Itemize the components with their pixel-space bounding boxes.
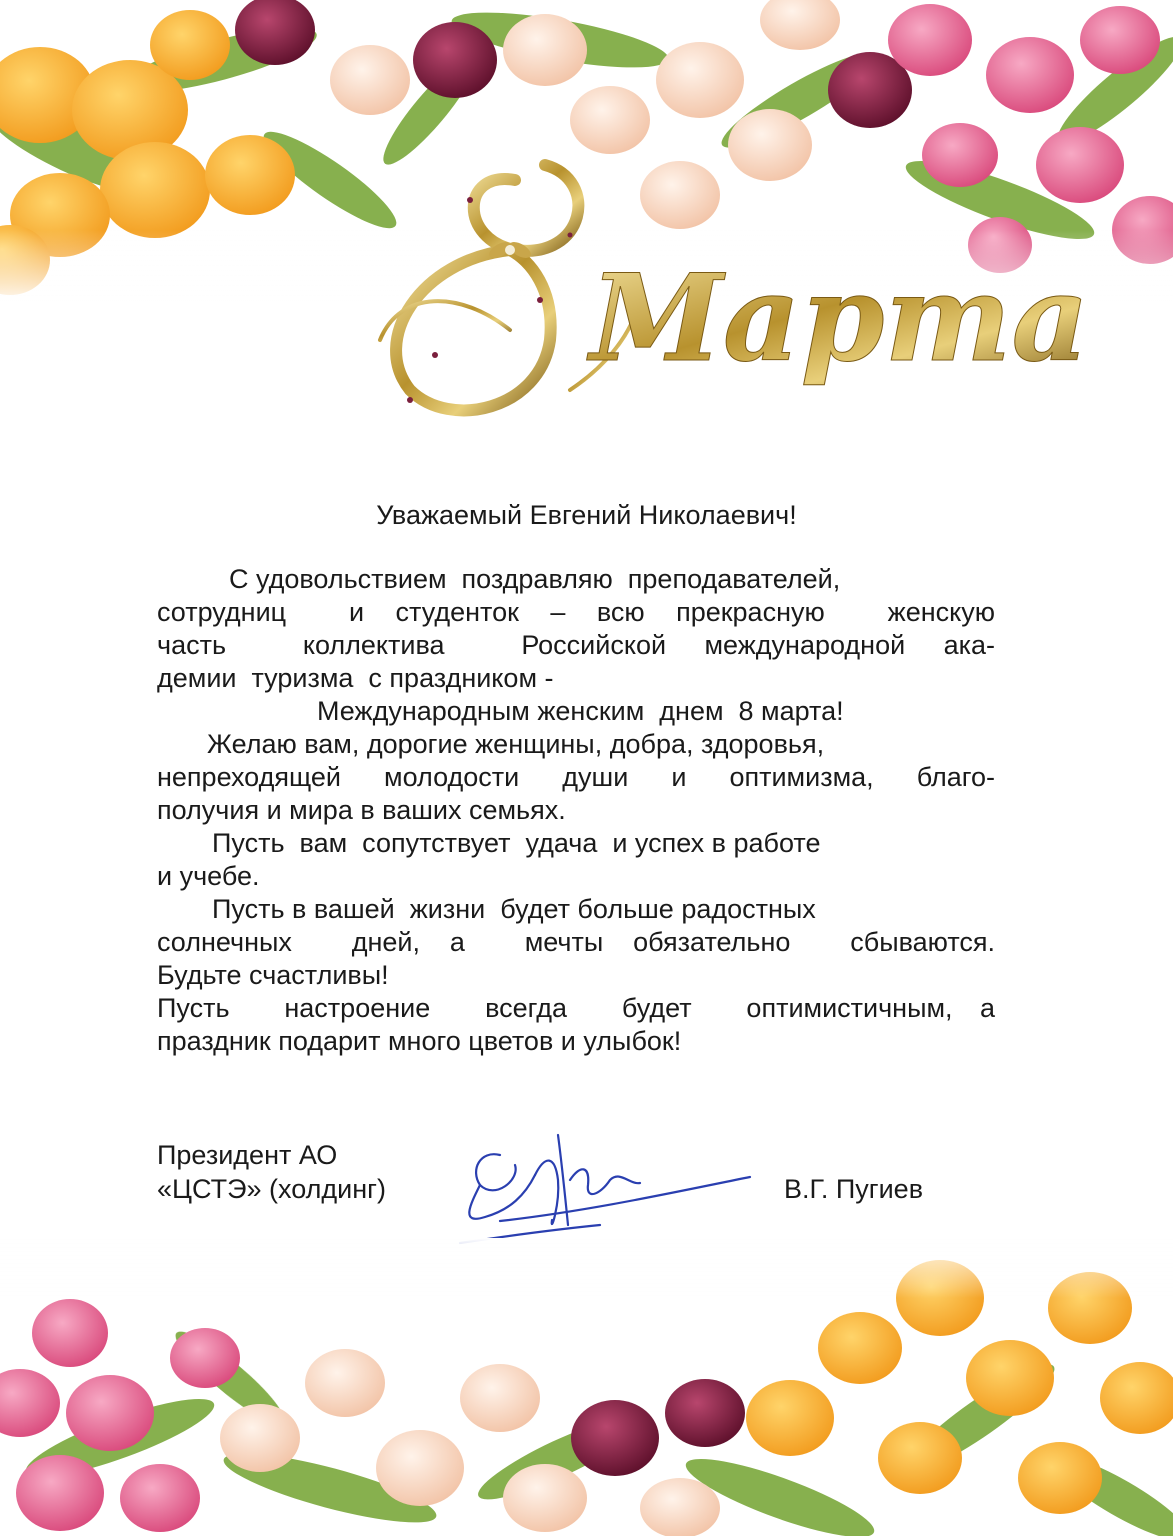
body-line: праздник подарит много цветов и улыбок! (157, 1026, 682, 1056)
body-line: демии туризма с праздником - (157, 663, 554, 693)
body-line: Желаю вам, дорогие женщины, добра, здоровья, (207, 729, 825, 759)
handwritten-signature (440, 1125, 760, 1250)
body-line: Пусть в вашей жизни будет больше радостных (212, 894, 816, 924)
body-line: и учебе. (157, 861, 260, 891)
signer-position-line2: «ЦСТЭ» (холдинг) (157, 1174, 386, 1204)
title-numeral: 8 (400, 290, 401, 291)
body-line: С удовольствием поздравляю преподавателей, (229, 564, 841, 594)
body-line: Будьте счастливы! (157, 960, 389, 990)
body-line: непреходящей молодости души и оптимизма, благо- (157, 762, 995, 792)
body-line: Пусть вам сопутствует удача и успех в работе (212, 828, 821, 858)
title-word: Марта (590, 248, 1090, 389)
tulip-border-bottom (0, 1238, 1173, 1536)
letter-body (157, 563, 995, 1058)
signer-position-line1: Президент АО (157, 1140, 338, 1170)
march-8-title-art (340, 140, 1090, 470)
body-line: часть коллектива Российской международной ака- (157, 630, 995, 660)
signer-name: В.Г. Пугиев (784, 1174, 924, 1204)
body-line: Пусть настроение всегда будет оптимистичным, а (157, 993, 995, 1023)
greeting-line: Уважаемый Евгений Николаевич! (376, 500, 797, 530)
body-line: солнечных дней, а мечты обязательно сбываются. (157, 927, 995, 957)
body-line: Международным женским днем 8 марта! (317, 696, 844, 726)
body-line: получия и мира в ваших семьях. (157, 795, 566, 825)
body-line: сотрудниц и студенток – всю прекрасную женскую (157, 597, 995, 627)
